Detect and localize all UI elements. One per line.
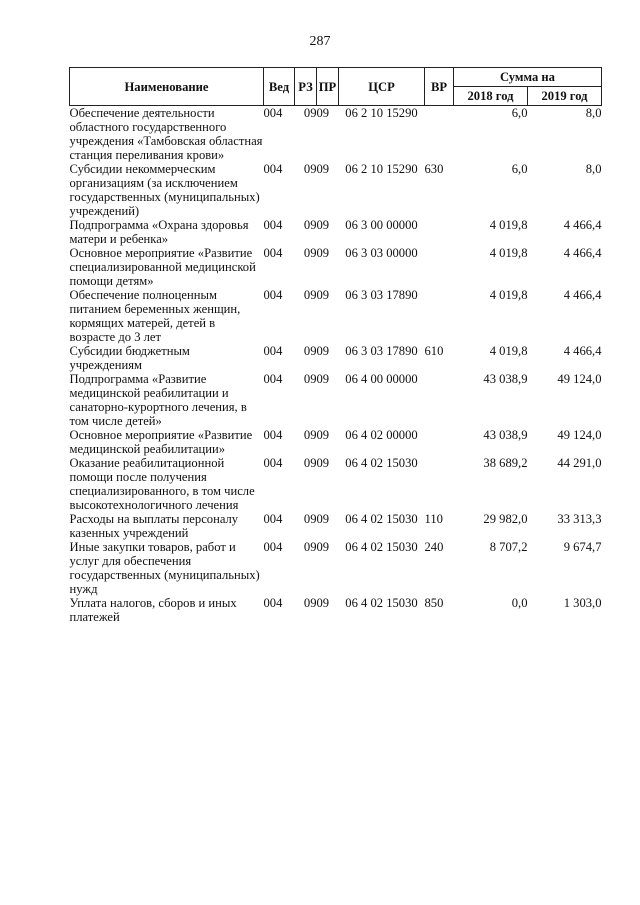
row-vr: 630 — [424, 162, 444, 176]
row-name: Уплата налогов, сборов и иных платежей — [69, 596, 237, 624]
row-vr: 240 — [424, 540, 444, 554]
row-vr — [425, 288, 454, 344]
row-sum-2018: 4 019,8 — [489, 218, 528, 232]
table-row — [70, 428, 602, 456]
row-vr: 610 — [424, 344, 444, 358]
row-csr: 06 4 02 15030 — [345, 512, 418, 526]
row-pr: 09 — [316, 512, 330, 526]
row-sum-2019: 4 466,4 — [563, 246, 602, 260]
row-vr — [425, 428, 454, 456]
row-sum-2019: 4 466,4 — [563, 344, 602, 358]
table-row — [70, 512, 602, 540]
row-pr: 09 — [316, 540, 330, 554]
header-year-2018: 2018 год — [454, 87, 528, 106]
row-rz: 09 — [303, 372, 317, 386]
row-sum-2018: 4 019,8 — [489, 288, 528, 302]
row-csr: 06 3 03 00000 — [345, 246, 418, 260]
table-row — [70, 596, 602, 624]
row-ved: 004 — [263, 246, 283, 260]
row-pr: 09 — [316, 344, 330, 358]
row-pr: 09 — [316, 106, 330, 120]
row-name: Обеспечение деятельности областного государственного учреждения «Тамбовская областная станция переливания крови» — [69, 106, 263, 162]
row-vr — [425, 218, 454, 246]
row-sum-2019: 49 124,0 — [557, 372, 602, 386]
row-name: Субсидии некоммерческим организациям (за исключением государственных (муниципальных) учреждений) — [69, 162, 260, 218]
row-sum-2018: 38 689,2 — [483, 456, 528, 470]
row-csr: 06 4 02 15030 — [345, 456, 418, 470]
row-name: Иные закупки товаров, работ и услуг для обеспечения государственных (муниципальных) нужд — [69, 540, 260, 596]
row-ved: 004 — [263, 106, 283, 120]
row-csr: 06 2 10 15290 — [345, 106, 418, 120]
header-name: Наименование — [70, 68, 264, 106]
header-sum-on: Сумма на — [454, 68, 602, 87]
row-name: Основное мероприятие «Развитие специализированной медицинской помощи детям» — [69, 246, 256, 288]
table-row — [70, 372, 602, 428]
page-number: 287 — [309, 34, 331, 49]
row-vr: 850 — [424, 596, 444, 610]
row-vr: 110 — [424, 512, 443, 526]
row-rz: 09 — [303, 456, 317, 470]
row-ved: 004 — [263, 512, 283, 526]
row-pr: 09 — [316, 288, 330, 302]
table-row — [70, 218, 602, 246]
row-ved: 004 — [263, 218, 283, 232]
row-sum-2018: 4 019,8 — [489, 246, 528, 260]
row-sum-2019: 8,0 — [585, 106, 602, 120]
row-sum-2018: 29 982,0 — [483, 512, 528, 526]
row-name: Подпрограмма «Развитие медицинской реабилитации и санаторно-курортного лечения, в том числе детей» — [69, 372, 247, 428]
row-rz: 09 — [303, 218, 317, 232]
row-sum-2019: 4 466,4 — [563, 288, 602, 302]
row-rz: 09 — [303, 344, 317, 358]
row-pr: 09 — [316, 372, 330, 386]
row-pr: 09 — [316, 428, 330, 442]
row-rz: 09 — [303, 428, 317, 442]
row-ved: 004 — [263, 372, 283, 386]
row-name: Субсидии бюджетным учреждениям — [69, 344, 190, 372]
table-row — [70, 162, 602, 218]
row-pr: 09 — [316, 456, 330, 470]
row-ved: 004 — [263, 162, 283, 176]
header-vr: ВР — [425, 68, 454, 106]
row-name: Расходы на выплаты персоналу казенных учреждений — [69, 512, 239, 540]
header-csr: ЦСР — [339, 68, 425, 106]
table-header — [70, 68, 602, 106]
row-csr: 06 4 02 15030 — [345, 596, 418, 610]
row-name: Обеспечение полноценным питанием беременных женщин, кормящих матерей, детей в возрасте до 3 лет — [69, 288, 241, 344]
row-pr: 09 — [316, 596, 330, 610]
row-ved: 004 — [263, 344, 283, 358]
header-ved: Вед — [264, 68, 295, 106]
row-pr: 09 — [316, 218, 330, 232]
row-sum-2018: 0,0 — [511, 596, 528, 610]
row-ved: 004 — [263, 596, 283, 610]
row-ved: 004 — [263, 540, 283, 554]
row-sum-2018: 6,0 — [511, 106, 528, 120]
table-row — [70, 288, 602, 344]
row-csr: 06 3 00 00000 — [345, 218, 418, 232]
row-pr: 09 — [316, 162, 330, 176]
table-row — [70, 106, 602, 163]
row-csr: 06 4 00 00000 — [345, 372, 418, 386]
row-ved: 004 — [263, 428, 283, 442]
row-sum-2019: 49 124,0 — [557, 428, 602, 442]
row-sum-2018: 43 038,9 — [483, 372, 528, 386]
row-csr: 06 2 10 15290 — [345, 162, 418, 176]
row-vr — [425, 106, 454, 163]
row-rz: 09 — [303, 106, 317, 120]
budget-table — [69, 67, 602, 624]
row-sum-2018: 8 707,2 — [489, 540, 528, 554]
row-name: Оказание реабилитационной помощи после получения специализированного, в том числе высокотехнологичного лечения — [69, 456, 255, 512]
row-sum-2018: 43 038,9 — [483, 428, 528, 442]
row-sum-2019: 1 303,0 — [563, 596, 602, 610]
row-ved: 004 — [263, 288, 283, 302]
row-vr — [425, 246, 454, 288]
table-row — [70, 456, 602, 512]
row-rz: 09 — [303, 512, 317, 526]
row-sum-2018: 6,0 — [511, 162, 528, 176]
row-name: Подпрограмма «Охрана здоровья матери и ребенка» — [69, 218, 249, 246]
row-csr: 06 3 03 17890 — [345, 344, 418, 358]
row-sum-2019: 4 466,4 — [563, 218, 602, 232]
table-row — [70, 344, 602, 372]
row-rz: 09 — [303, 540, 317, 554]
row-sum-2019: 44 291,0 — [557, 456, 602, 470]
row-csr: 06 4 02 00000 — [345, 428, 418, 442]
header-pr: ПР — [317, 68, 339, 106]
row-rz: 09 — [303, 162, 317, 176]
row-vr — [425, 456, 454, 512]
row-vr — [425, 372, 454, 428]
row-rz: 09 — [303, 288, 317, 302]
header-year-2019: 2019 год — [528, 87, 602, 106]
row-ved: 004 — [263, 456, 283, 470]
row-sum-2019: 8,0 — [585, 162, 602, 176]
table-row — [70, 540, 602, 596]
row-rz: 09 — [303, 596, 317, 610]
header-rz: РЗ — [295, 68, 317, 106]
row-sum-2018: 4 019,8 — [489, 344, 528, 358]
row-sum-2019: 9 674,7 — [563, 540, 602, 554]
row-csr: 06 4 02 15030 — [345, 540, 418, 554]
row-csr: 06 3 03 17890 — [345, 288, 418, 302]
table-body — [70, 106, 602, 625]
table-row — [70, 246, 602, 288]
row-rz: 09 — [303, 246, 317, 260]
row-name: Основное мероприятие «Развитие медицинской реабилитации» — [69, 428, 253, 456]
row-pr: 09 — [316, 246, 330, 260]
row-sum-2019: 33 313,3 — [557, 512, 602, 526]
